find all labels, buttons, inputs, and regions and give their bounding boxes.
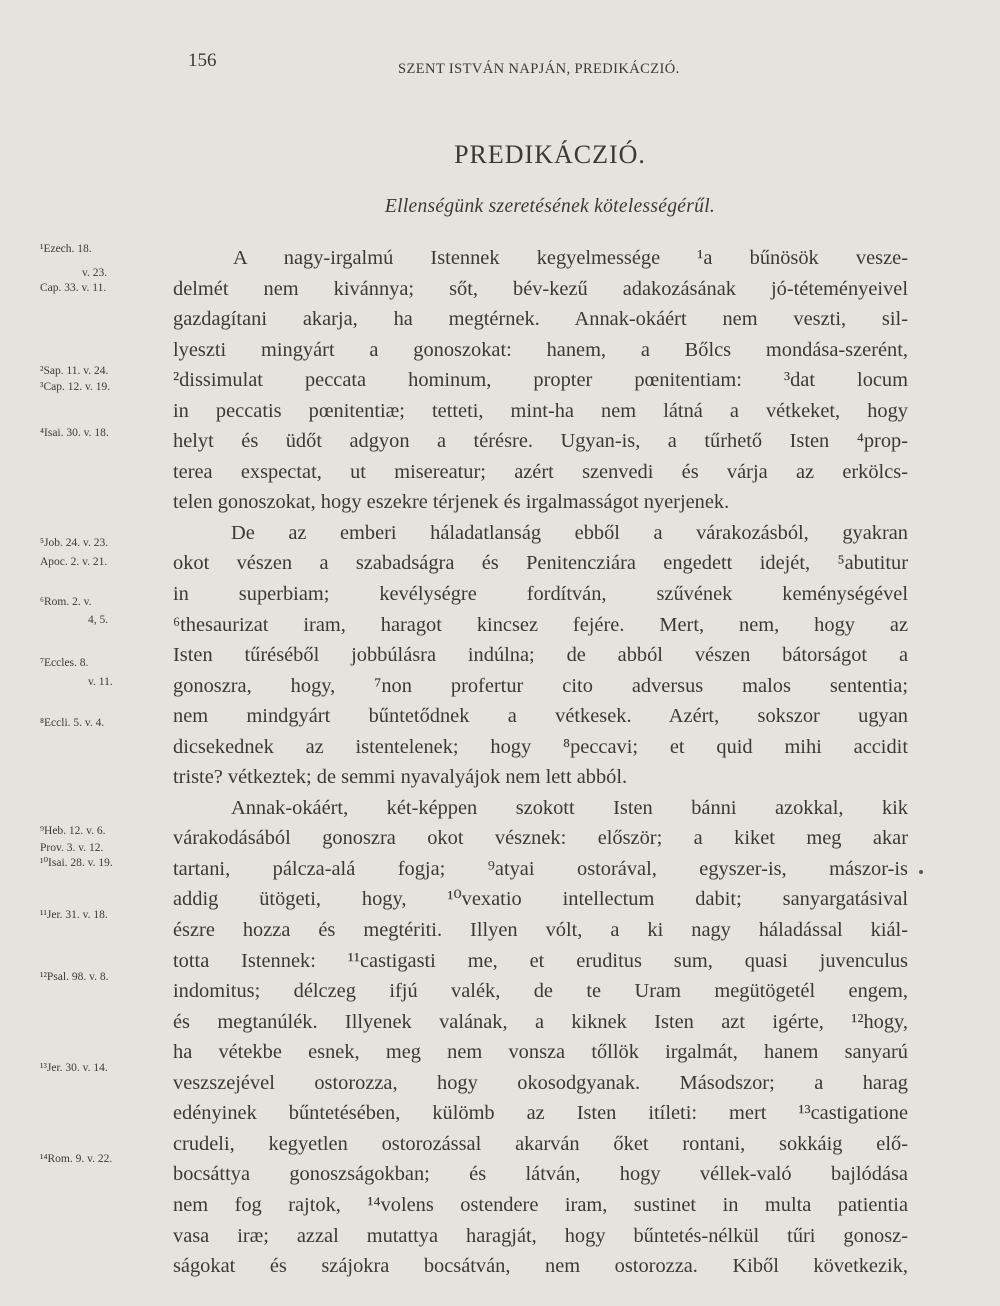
running-head: SZENT ISTVÁN NAPJÁN, PREDIKÁCZIÓ. [398,61,680,77]
text-line: totta Istennek: ¹¹castigasti me, et eruditus sum, quasi juvenculus [173,949,908,972]
text-line: terea exspectat, ut misereatur; azért szenvedi és várja az erkölcs- [173,460,908,483]
text-line: helyt és üdőt adgyon a térésre. Ugyan-is, a tűrhető Isten ⁴prop- [173,430,908,453]
sermon-title: PREDIKÁCZIÓ. [454,140,646,169]
margin-note: ⁵Job. 24. v. 23. [40,537,109,549]
sermon-body [173,243,908,1282]
margin-note: 4, 5. [88,614,109,626]
text-line: ²dissimulat peccata hominum, propter pœnitentiam: ³dat locum [173,369,908,392]
margin-note: v. 11. [88,676,113,688]
text-line: triste? vétkeztek; de semmi nyavalyájok nem lett abból. [173,766,628,789]
text-line: okot vészen a szabadságra és Penitencziára engedett idejét, ⁵abutitur [173,552,908,575]
margin-note: Prov. 3. v. 12. [40,842,104,854]
text-line: vasa iræ; azzal mutattya haragját, hogy bűntetés-nélkül tűri gonosz- [173,1224,908,1247]
margin-note: Cap. 33. v. 11. [40,282,107,294]
margin-note: ¹⁰Isai. 28. v. 19. [40,857,113,869]
margin-note: ⁸Eccli. 5. v. 4. [40,717,105,729]
sermon-subtitle: Ellenségünk szeretésének kötelességérűl. [384,196,716,217]
margin-note: ⁶Rom. 2. v. [40,596,92,608]
text-line: nem mindgyárt bűntetődnek a vétkesek. Azért, sokszor ugyan [173,705,908,728]
text-line: telen gonoszokat, hogy eszekre térjenek és irgalmasságot nyerjenek. [173,491,730,514]
margin-note: ¹²Psal. 98. v. 8. [40,971,109,983]
margin-note: ⁴Isai. 30. v. 18. [40,427,109,439]
text-line: és megtanúlék. Illyenek valának, a kiknek Isten azt igérte, ¹²hogy, [173,1010,908,1033]
margin-note: v. 23. [82,267,108,279]
text-line: tartani, pálcza-alá fogja; ⁹atyai ostorával, egyszer-is, mászor-is [173,857,908,880]
text-line: De az emberi háladatlanság ebből a várakozásból, gyakran [231,521,908,544]
margin-note: ³Cap. 12. v. 19. [40,381,111,393]
margin-note: Apoc. 2. v. 21. [40,556,108,568]
text-line: várakodásából gonoszra okot vésznek: először; a kiket meg akar [173,827,908,850]
text-line: nem fog rajtok, ¹⁴volens ostendere iram, sustinet in multa patientia [173,1193,908,1216]
margin-note: ¹Ezech. 18. [40,243,92,255]
text-line: Annak-okáért, két-képpen szokott Isten bánni azokkal, kik [231,796,908,819]
margin-note: ⁷Eccles. 8. [40,657,89,669]
margin-note: ²Sap. 11. v. 24. [40,365,109,377]
margin-note: ⁹Heb. 12. v. 6. [40,825,106,837]
text-line: ságokat és szájokra bocsátván, nem ostorozza. Kiből következik, [173,1255,908,1278]
text-line: in peccatis pœnitentiæ; tetteti, mint-ha nem látná a vétkeket, hogy [173,399,908,422]
text-line: dicsekednek az istentelenek; hogy ⁸peccavi; et quid mihi accidit [173,735,908,758]
margin-note: ¹⁴Rom. 9. v. 22. [40,1153,113,1165]
text-line: bocsáttya gonoszságokban; és látván, hogy véllek-való bajlódása [173,1163,908,1186]
text-line: Isten tűréséből jobbúlásra indúlna; de abból vészen bátorságot a [173,644,908,667]
margin-note: ¹¹Jer. 31. v. 18. [40,909,108,921]
text-line: indomitus; délczeg ifjú valék, de te Uram megütögetél engem, [173,980,908,1003]
page-number: 156 [188,50,217,71]
text-line: crudeli, kegyetlen ostorozással akarván őket rontani, sokkáig elő- [173,1132,908,1155]
text-line: veszszejével ostorozza, hogy okosodgyanak. Másodszor; a harag [173,1071,908,1094]
ink-speck [919,870,923,874]
text-line: delmét nem kivánnya; sőt, bév-kezű adakozásának jó-téteményeivel [173,277,908,300]
text-line: A nagy-irgalmú Istennek kegyelmessége ¹a bűnösök vesze- [233,247,908,269]
text-line: lyeszti mingyárt a gonoszokat: hanem, a Bőlcs mondása-szerént, [173,338,908,361]
text-line: észre hozza és megtériti. Illyen vólt, a ki nagy háladással kiál- [173,919,908,942]
text-line: gonoszra, hogy, ⁷non profertur cito adversus malos sententia; [173,674,908,697]
text-line: edényinek bűntetésében, külömb az Isten itíleti: mert ¹³castigatione [173,1102,908,1125]
text-line: ha vétekbe esnek, meg nem vonsza tőllök irgalmát, hanem sanyarú [173,1041,908,1064]
text-line: in superbiam; kevélységre fordítván, szűvének keménységével [173,583,908,606]
margin-note: ¹³Jer. 30. v. 14. [40,1062,108,1074]
text-line: gazdagítani akarja, ha megtérnek. Annak-okáért nem veszti, sil- [173,308,908,331]
text-line: ⁶thesaurizat iram, haragot kincsez fejére. Mert, nem, hogy az [173,613,908,636]
text-line: addig ütögeti, hogy, ¹⁰vexatio intellectum dabit; sanyargatásival [173,888,908,911]
